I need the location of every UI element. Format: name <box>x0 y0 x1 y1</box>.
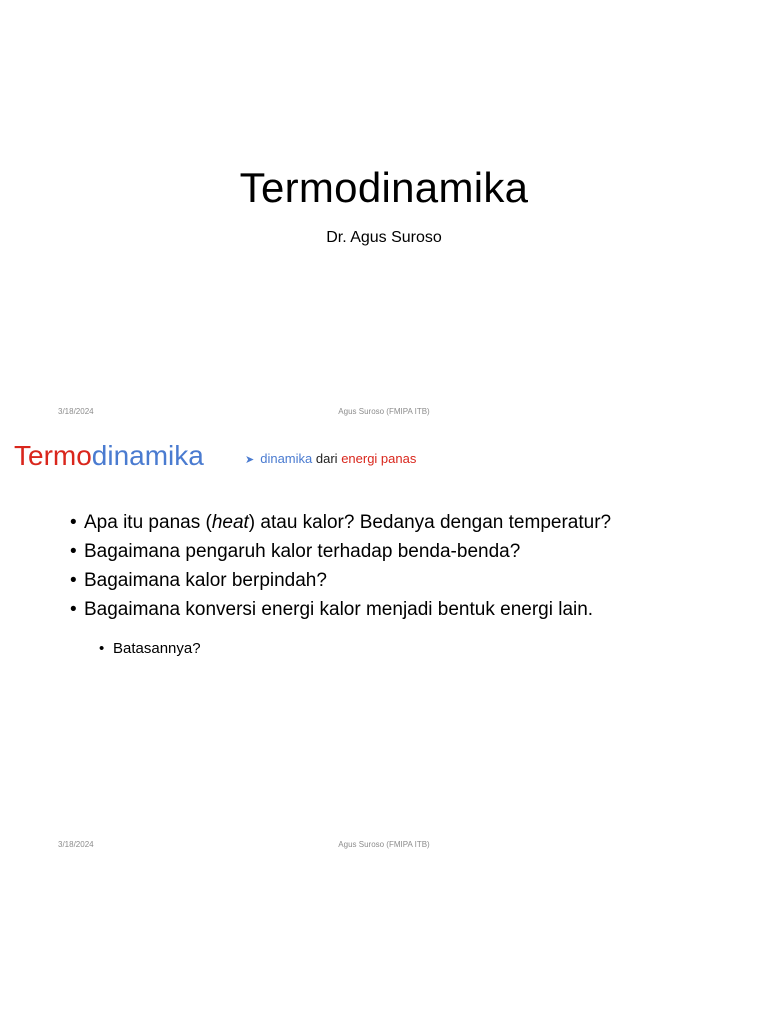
bullet-dot-icon: • <box>70 599 77 620</box>
bullet-text: Bagaimana pengaruh kalor terhadap benda-benda? <box>84 541 521 562</box>
title-part-dinamika: dinamika <box>91 440 204 471</box>
tagline-word-dinamika: dinamika <box>260 451 313 466</box>
footer-author: Agus Suroso (FMIPA ITB) <box>338 407 430 416</box>
bullet-text: Batasannya? <box>113 640 201 657</box>
list-item <box>70 570 611 592</box>
bullet-text: Bagaimana kalor berpindah? <box>84 570 327 591</box>
content-slide <box>0 432 768 864</box>
sub-bullet-list <box>99 640 201 657</box>
title-slide <box>0 0 768 432</box>
footer-author: Agus Suroso (FMIPA ITB) <box>338 840 430 849</box>
title-part-termo: Termo <box>14 440 92 471</box>
footer-date: 3/18/2024 <box>58 840 94 849</box>
tagline-word-energi-panas: energi panas <box>341 451 417 466</box>
slide-title: Termodinamika <box>239 164 529 211</box>
bullet-text: ) atau kalor? Bedanya dengan temperatur? <box>248 512 612 533</box>
bullet-list <box>70 512 611 628</box>
tagline <box>245 451 416 466</box>
bullet-dot-icon: • <box>70 570 77 591</box>
tagline-word-dari: dari <box>315 451 338 466</box>
list-item <box>70 599 611 621</box>
footer-date: 3/18/2024 <box>58 407 94 416</box>
bullet-text: Apa itu panas ( <box>84 512 212 533</box>
bullet-dot-icon: • <box>70 512 77 533</box>
list-item <box>70 541 611 563</box>
slide-subtitle: Dr. Agus Suroso <box>326 229 442 246</box>
bullet-text: Bagaimana konversi energi kalor menjadi bentuk energi lain. <box>84 599 594 620</box>
bullet-dot-icon: • <box>99 640 105 657</box>
slide-title <box>14 440 204 472</box>
bullet-dot-icon: • <box>70 541 77 562</box>
list-item <box>70 512 611 534</box>
arrow-bullet-icon: ➤ <box>245 454 255 466</box>
bullet-text-italic: heat <box>211 512 249 533</box>
list-item <box>99 640 201 657</box>
